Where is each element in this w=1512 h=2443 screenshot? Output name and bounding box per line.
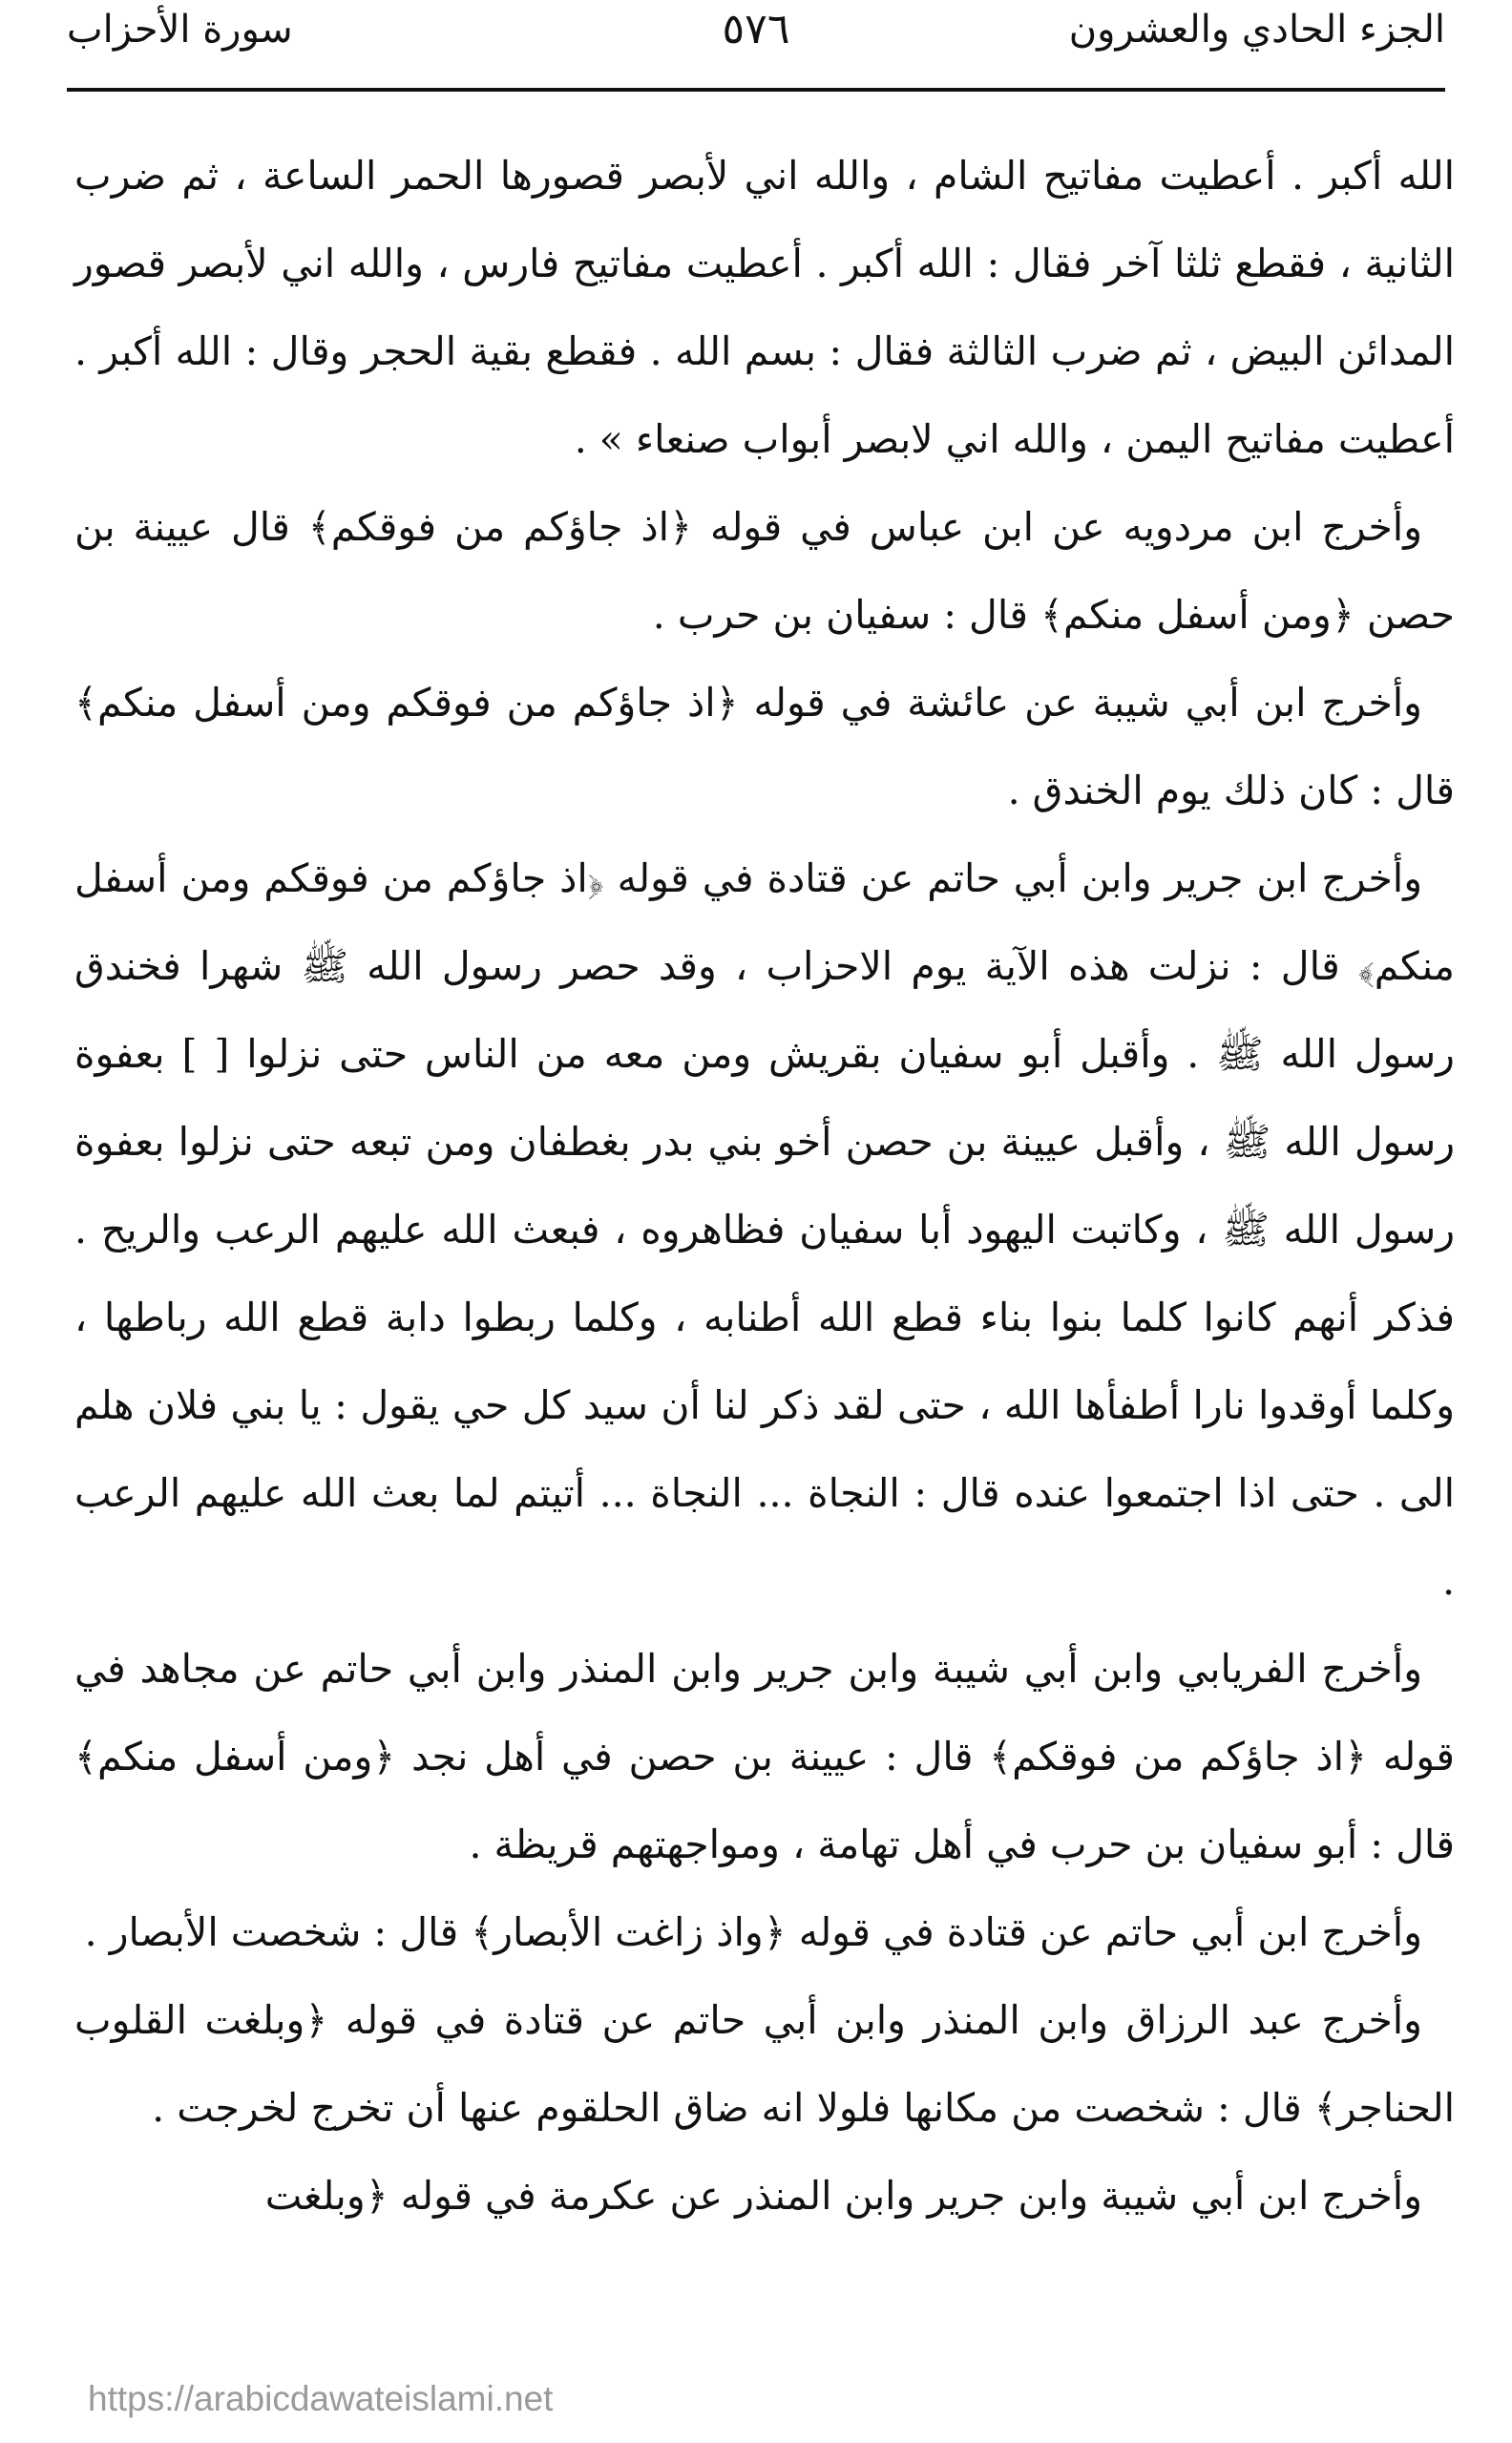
main-text bbox=[74, 132, 1455, 2240]
paragraph-6: وأخرج ابن أبي حاتم عن قتادة في قوله ﴿واذ زاغت الأبصار﴾ قال : شخصت الأبصار . bbox=[84, 1909, 1422, 1955]
paragraph-5: وأخرج الفريابي وابن أبي شيبة وابن جرير وابن المنذر وابن أبي حاتم عن مجاهد في قوله ﴿اذ جاؤكم من فوقكم﴾ قال : عيينة بن حصن في أهل نجد ﴿ومن أسفل منكم﴾ قال : أبو سفيان بن حرب في أهل تهامة ، ومواجهتهم قريظة . bbox=[74, 1646, 1455, 1867]
header-rule bbox=[67, 88, 1445, 92]
paragraph-8: وأخرج ابن أبي شيبة وابن جرير وابن المنذر عن عكرمة في قوله ﴿وبلغت bbox=[264, 2173, 1422, 2219]
paragraph-3: وأخرج ابن أبي شيبة عن عائشة في قوله ﴿اذ جاؤكم من فوقكم ومن أسفل منكم﴾ قال : كان ذلك يوم الخندق . bbox=[74, 680, 1455, 813]
page-number: ٥٧٦ bbox=[722, 5, 790, 53]
paragraph-2: وأخرج ابن مردويه عن ابن عباس في قوله ﴿اذ جاؤكم من فوقكم﴾ قال عيينة بن حصن ﴿ومن أسفل منكم﴾ قال : سفيان بن حرب . bbox=[74, 504, 1455, 638]
paragraph-4: وأخرج ابن جرير وابن أبي حاتم عن قتادة في قوله ﴿اذ جاؤكم من فوقكم ومن أسفل منكم﴾ قال : نزلت هذه الآية يوم الاحزاب ، وقد حصر رسول الله ﷺ شهرا فخندق رسول الله ﷺ . وأقبل أبو سفيان بقريش ومن معه من الناس حتى نزلوا [ ] بعفوة رسول الله ﷺ ، وأقبل عيينة بن حصن أخو بني بدر بغطفان ومن تبعه حتى نزلوا بعفوة رسول الله ﷺ ، وكاتبت اليهود أبا سفيان فظاهروه ، فبعث الله عليهم الرعب والريح . فذكر أنهم كانوا كلما بنوا بناء قطع الله أطنابه ، وكلما ربطوا دابة قطع الله رباطها ، وكلما أوقدوا نارا أطفأها الله ، حتى لقد ذكر لنا أن سيد كل حي يقول : يا بني فلان هلم الى . حتى اذا اجتمعوا عنده قال : النجاة ... النجاة ... أتيتم لما بعث الله عليهم الرعب . bbox=[74, 855, 1455, 1604]
source-watermark: https://arabicdawateislami.net bbox=[88, 2379, 554, 2418]
paragraph-7: وأخرج عبد الرزاق وابن المنذر وابن أبي حاتم عن قتادة في قوله ﴿وبلغت القلوب الحناجر﴾ قال : شخصت من مكانها فلولا انه ضاق الحلقوم عنها أن تخرج لخرجت . bbox=[74, 1997, 1455, 2131]
volume-title: الجزء الحادي والعشرون bbox=[1068, 8, 1445, 52]
page-header bbox=[67, 0, 1445, 67]
paragraph-1: الله أكبر . أعطيت مفاتيح الشام ، والله اني لأبصر قصورها الحمر الساعة ، ثم ضرب الثانية ، فقطع ثلثا آخر فقال : الله أكبر . أعطيت مفاتيح فارس ، والله اني لأبصر قصور المدائن البيض ، ثم ضرب الثالثة فقال : بسم الله . فقطع بقية الحجر وقال : الله أكبر . أعطيت مفاتيح اليمن ، والله اني لابصر أبواب صنعاء » . bbox=[74, 153, 1455, 462]
surah-title: سورة الأحزاب bbox=[67, 8, 293, 52]
